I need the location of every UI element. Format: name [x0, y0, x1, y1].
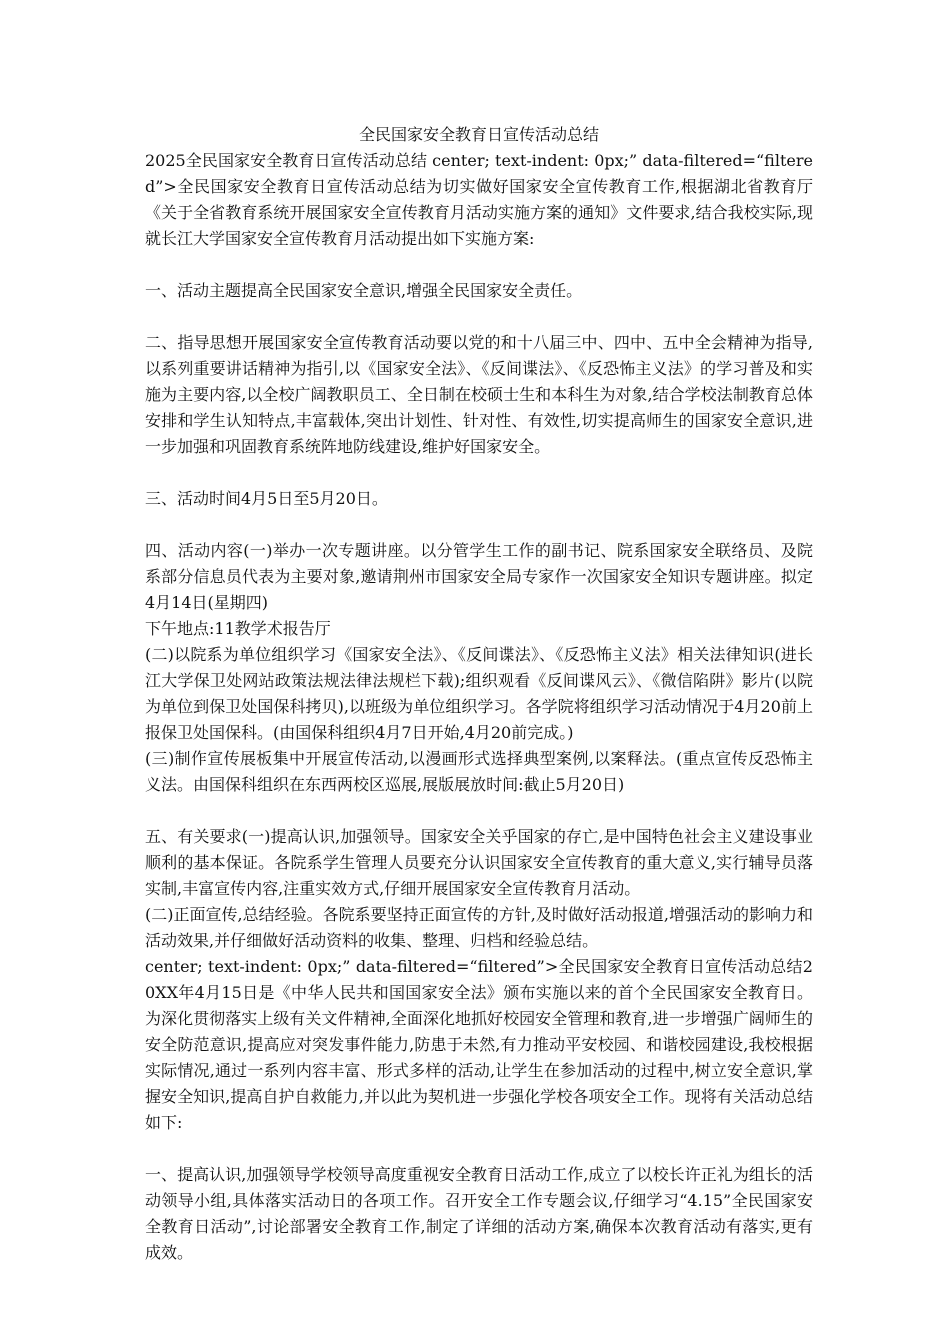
document-page [145, 122, 813, 1266]
paragraph-gap [145, 1136, 813, 1162]
paragraph: 二、指导思想开展国家安全宣传教育活动要以党的和十八届三中、四中、五中全会精神为指导,以系列重要讲话精神为指引,以《国家安全法》、《反间谍法》、《反恐怖主义法》的学习普及和实施为主要内容,以全校广阔教职员工、全日制在校硕士生和本科生为对象,结合学校法制教育总体安排和学生认知特点,丰富载体,突出计划性、针对性、有效性,切实提高师生的国家安全意识,进一步加强和巩固教育系统阵地防线建设,维护好国家安全。 [145, 333, 813, 456]
paragraph: 下午地点:11教学术报告厅 [145, 619, 331, 638]
paragraph: 一、活动主题提高全民国家安全意识,增强全民国家安全责任。 [145, 281, 583, 300]
paragraph-gap [145, 304, 813, 330]
paragraph: (三)制作宣传展板集中开展宣传活动,以漫画形式选择典型案例,以案释法。(重点宣传反恐怖主义法。由国保科组织在东西两校区巡展,展版展放时间:截止5月20日) [145, 749, 813, 794]
paragraph: (二)以院系为单位组织学习《国家安全法》、《反间谍法》、《反恐怖主义法》相关法律知识(进长江大学保卫处网站政策法规法律法规栏下载);组织观看《反间谍风云》、《微信陷阱》影片(以院为单位到保卫处国保科拷贝),以班级为单位组织学习。各学院将组织学习活动情况于4月20前上报保卫处国保科。(由国保科组织4月7日开始,4月20前完成。) [145, 645, 813, 742]
paragraph: 一、提高认识,加强领导学校领导高度重视安全教育日活动工作,成立了以校长许正礼为组长的活动领导小组,具体落实活动日的各项工作。召开安全工作专题会议,仔细学习“4.15”全民国家安全教育日活动”,讨论部署安全教育工作,制定了详细的活动方案,确保本次教育活动有落实,更有成效。 [145, 1165, 813, 1262]
paragraph: center; text-indent: 0px;” data-filtered=“filtered”>全民国家安全教育日宣传活动总结20XX年4月15日是《中华人民共和国国家安全法》颁布实施以来的首个全民国家安全教育日。为深化贯彻落实上级有关文件精神,全面深化地抓好校园安全管理和教育,进一步增强广阔师生的安全防范意识,提高应对突发事件能力,防患于未然,有力推动平安校园、和谐校园建设,我校根据实际情况,通过一系列内容丰富、形式多样的活动,让学生在参加活动的过程中,树立安全意识,掌握安全知识,提高自护自救能力,并以此为契机进一步强化学校各项安全工作。现将有关活动总结如下: [145, 957, 813, 1132]
paragraph-gap [145, 460, 813, 486]
paragraph: 2025全民国家安全教育日宣传活动总结 center; text-indent: 0px;” data-filtered=“filtered”>全民国家安全教育日宣传活动总结为切实做好国家安全宣传教育工作,根据湖北省教育厅《关于全省教育系统开展国家安全宣传教育月活动实施方案的通知》文件要求,结合我校实际,现就长江大学国家安全宣传教育月活动提出如下实施方案: [145, 151, 813, 248]
paragraph: 五、有关要求(一)提高认识,加强领导。国家安全关乎国家的存亡,是中国特色社会主义建设事业顺利的基本保证。各院系学生管理人员要充分认识国家安全宣传教育的重大意义,实行辅导员落实制,丰富宣传内容,注重实效方式,仔细开展国家安全宣传教育月活动。 [145, 827, 813, 898]
paragraph: 四、活动内容(一)举办一次专题讲座。以分管学生工作的副书记、院系国家安全联络员、及院系部分信息员代表为主要对象,邀请荆州市国家安全局专家作一次国家安全知识专题讲座。拟定4月14日(星期四) [145, 541, 813, 612]
paragraph-gap [145, 798, 813, 824]
document-title: 全民国家安全教育日宣传活动总结 [358, 125, 599, 144]
paragraph: 三、活动时间4月5日至5月20日。 [145, 489, 388, 508]
paragraph-gap [145, 512, 813, 538]
document-body [145, 148, 813, 1266]
paragraph: (二)正面宣传,总结经验。各院系要坚持正面宣传的方针,及时做好活动报道,增强活动的影响力和活动效果,并仔细做好活动资料的收集、整理、归档和经验总结。 [145, 905, 813, 950]
paragraph-gap [145, 252, 813, 278]
